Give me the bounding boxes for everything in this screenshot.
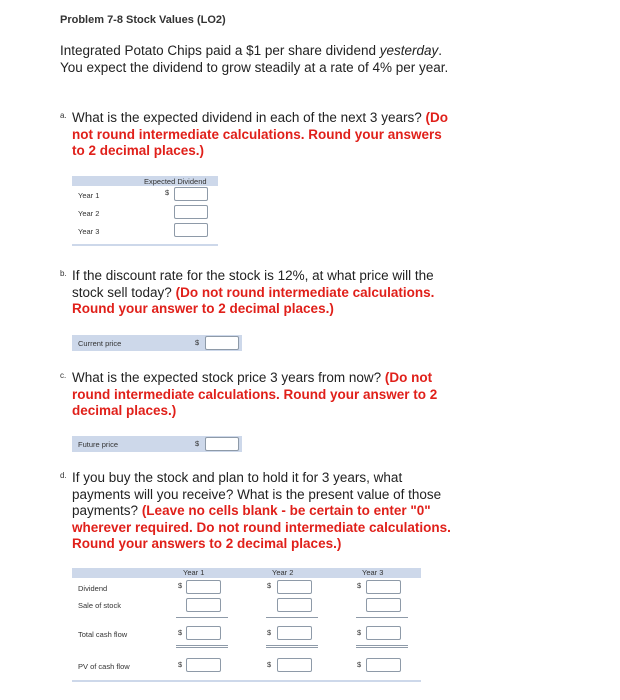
part-b-currency: $: [195, 338, 200, 347]
part-a-question-text: What is the expected dividend in each of the next 3 years?: [72, 110, 422, 125]
sum-line-year3: [356, 617, 408, 618]
sum-line-year2: [266, 617, 318, 618]
part-b-label: Current price: [78, 339, 122, 348]
dividend-year2-input[interactable]: [277, 580, 312, 594]
part-d-marker: d.: [60, 471, 67, 480]
part-c-currency: $: [195, 439, 200, 448]
part-a-year1-currency: $: [165, 188, 170, 197]
dividend-y3-currency: $: [357, 581, 362, 590]
part-c-instruction: (Do not round intermediate calculations. Round your answer to 2 decimal places.): [72, 370, 438, 418]
dividend-row-label: Dividend: [78, 584, 108, 593]
total-y1-currency: $: [178, 628, 183, 637]
part-d-table-bottom-line: [72, 680, 421, 682]
sum-line-year1: [176, 617, 228, 618]
part-a-instruction: (Do not round intermediate calculations. Round your answers to 2 decimal places.): [72, 110, 448, 158]
pv-cash-flow-row-label: PV of cash flow: [78, 662, 130, 671]
part-a-year3-label: Year 3: [78, 227, 100, 236]
part-a-year1-input[interactable]: [174, 187, 208, 201]
problem-intro: [60, 43, 460, 76]
part-a-year1-label: Year 1: [78, 191, 100, 200]
part-a-year2-label: Year 2: [78, 209, 100, 218]
part-d-col-year2: Year 2: [272, 568, 294, 577]
part-c-question-text: What is the expected stock price 3 years from now?: [72, 370, 382, 385]
part-b-marker: b.: [60, 269, 67, 278]
part-a-question: [72, 110, 452, 160]
pv-cash-flow-year1-input[interactable]: [186, 658, 221, 672]
total-cash-flow-row-label: Total cash flow: [78, 630, 128, 639]
total-y3-currency: $: [357, 628, 362, 637]
dividend-y1-currency: $: [178, 581, 183, 590]
intro-text-prefix: Integrated Potato Chips paid a $1 per share dividend: [60, 43, 380, 58]
part-a-table-header: Expected Dividend: [144, 177, 207, 186]
total-cash-flow-year2-input[interactable]: [277, 626, 312, 640]
part-a-year3-input[interactable]: [174, 223, 208, 237]
double-line-year2: [266, 645, 318, 648]
part-d-col-year1: Year 1: [183, 568, 205, 577]
pv-y2-currency: $: [267, 660, 272, 669]
sale-of-stock-row-label: Sale of stock: [78, 601, 121, 610]
current-price-input[interactable]: [205, 336, 239, 350]
future-price-input[interactable]: [205, 437, 239, 451]
intro-text-suffix: . You expect the dividend to grow steadily at a rate of 4% per year.: [60, 43, 449, 75]
double-line-year1: [176, 645, 228, 648]
total-y2-currency: $: [267, 628, 272, 637]
part-c-question: [72, 370, 457, 420]
dividend-y2-currency: $: [267, 581, 272, 590]
part-d-question-text: If you buy the stock and plan to hold it for 3 years, what payments will you receive? What is the present value of those payments?: [72, 470, 442, 518]
part-c-marker: c.: [60, 371, 67, 380]
total-cash-flow-year3-input[interactable]: [366, 626, 401, 640]
sale-year2-input[interactable]: [277, 598, 312, 612]
part-a-table-bottom-line: [72, 244, 218, 246]
total-cash-flow-year1-input[interactable]: [186, 626, 221, 640]
pv-y3-currency: $: [357, 660, 362, 669]
pv-cash-flow-year3-input[interactable]: [366, 658, 401, 672]
part-c-label: Future price: [78, 440, 119, 449]
dividend-year1-input[interactable]: [186, 580, 221, 594]
part-d-instruction: (Leave no cells blank - be certain to enter "0" wherever required. Do not round intermediate calculations. Round your answers to 2 decimal places.): [72, 503, 451, 551]
pv-y1-currency: $: [178, 660, 183, 669]
intro-text-italic: yesterday: [379, 43, 439, 58]
sale-year1-input[interactable]: [186, 598, 221, 612]
part-a-marker: a.: [60, 111, 67, 120]
part-d-col-year3: Year 3: [362, 568, 384, 577]
part-b-question: [72, 268, 452, 318]
part-d-question: [72, 470, 452, 553]
dividend-year3-input[interactable]: [366, 580, 401, 594]
part-b-instruction: (Do not round intermediate calculations. Round your answer to 2 decimal places.): [72, 284, 435, 316]
sale-year3-input[interactable]: [366, 598, 401, 612]
part-a-year2-input[interactable]: [174, 205, 208, 219]
pv-cash-flow-year2-input[interactable]: [277, 658, 312, 672]
problem-title: Problem 7-8 Stock Values (LO2): [60, 14, 226, 26]
double-line-year3: [356, 645, 408, 648]
part-b-question-text: If the discount rate for the stock is 12%, at what price will the stock sell today?: [72, 268, 434, 300]
